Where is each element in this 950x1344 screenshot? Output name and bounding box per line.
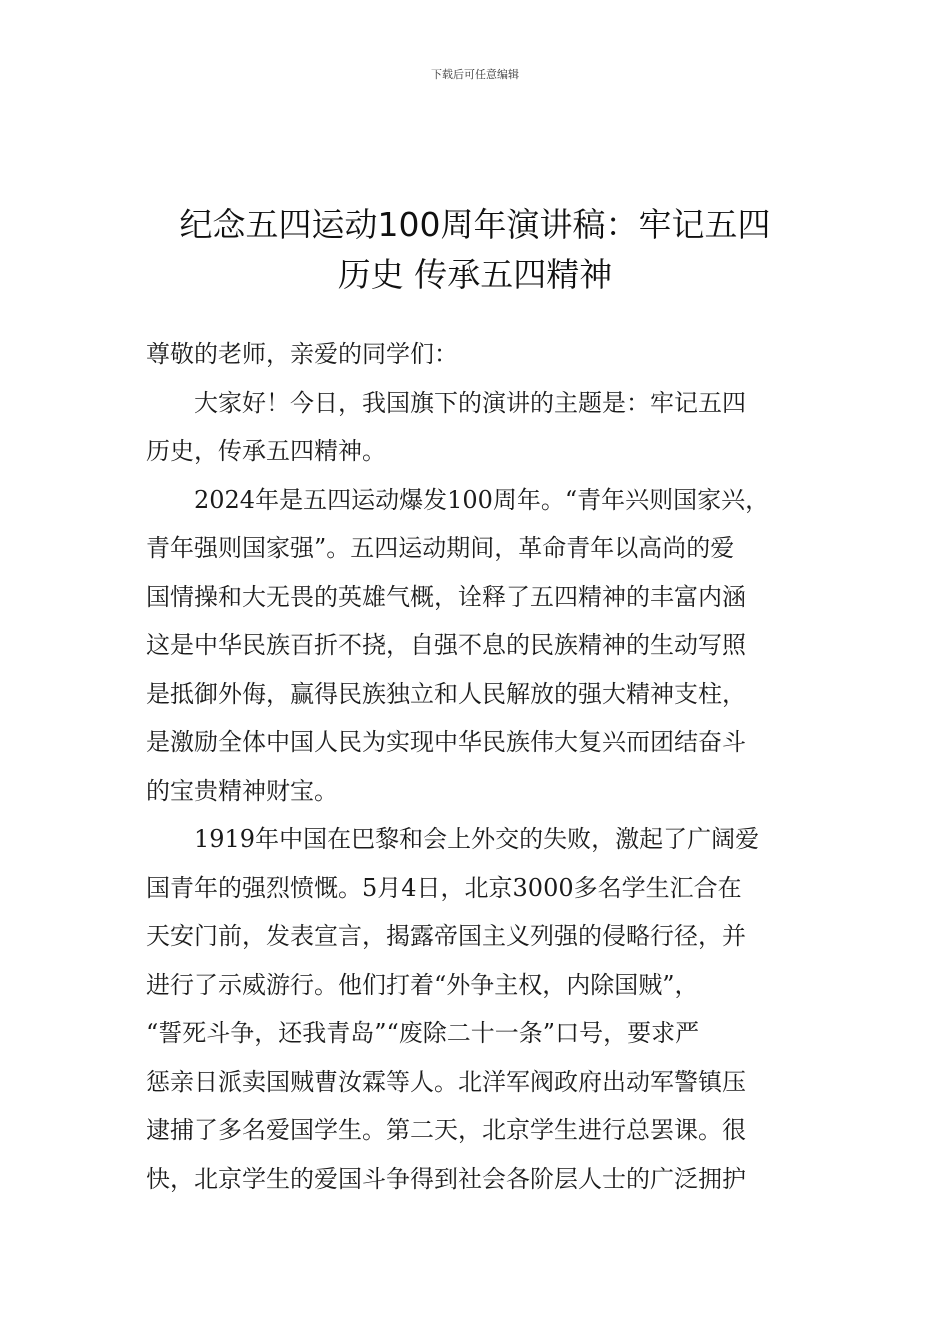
paragraph-line: 的宝贵精神财宝。 (146, 776, 338, 805)
title-line-2: 历史 传承五四精神 (337, 255, 613, 295)
paragraph-line: 逮捕了多名爱国学生。第二天，北京学生进行总罢课。很 (146, 1116, 746, 1144)
header-note: 下载后可任意编辑 (431, 68, 519, 81)
history-paragraph (146, 815, 814, 1203)
paragraph-line: 尊敬的老师，亲爱的同学们： (146, 340, 458, 368)
document-body (146, 330, 814, 1203)
paragraph-line: 惩亲日派卖国贼曹汝霖等人。北洋军阀政府出动军警镇压 (146, 1067, 746, 1096)
paragraph-line: 青年强则国家强”。五四运动期间，革命青年以高尚的爱 (146, 534, 735, 562)
paragraph-line: 快，北京学生的爱国斗争得到社会各阶层人士的广泛拥护 (146, 1164, 746, 1193)
salutation-paragraph (146, 330, 814, 379)
paragraph-line: 1919年中国在巴黎和会上外交的失败，激起了广阔爱 (194, 825, 760, 853)
paragraph-line: “誓死斗争，还我青岛”“废除二十一条”口号，要求严 (146, 1019, 700, 1047)
paragraph-line: 历史，传承五四精神。 (146, 437, 386, 465)
paragraph-line: 是激励全体中国人民为实现中华民族伟大复兴而团结奋斗 (146, 728, 746, 756)
paragraph-line: 国情操和大无畏的英雄气概，诠释了五四精神的丰富内涵 (146, 582, 746, 611)
greeting-paragraph (146, 379, 814, 476)
paragraph-line: 进行了示威游行。他们打着“外争主权，内除国贼”， (146, 970, 699, 999)
paragraph-line: 这是中华民族百折不挠，自强不息的民族精神的生动写照 (146, 631, 746, 659)
paragraph-line: 大家好！今日，我国旗下的演讲的主题是：牢记五四 (194, 388, 746, 417)
paragraph-line: 天安门前，发表宣言，揭露帝国主义列强的侵略行径，并 (146, 922, 746, 950)
document-title (120, 200, 830, 300)
paragraph-line: 国青年的强烈愤慨。5月4日，北京3000多名学生汇合在 (146, 873, 742, 902)
anniversary-paragraph (146, 476, 814, 816)
title-line-1: 纪念五四运动100周年演讲稿：牢记五四 (179, 205, 771, 245)
paragraph-line: 是抵御外侮，赢得民族独立和人民解放的强大精神支柱， (146, 679, 746, 708)
paragraph-line: 2024年是五四运动爆发100周年。“青年兴则国家兴， (194, 485, 770, 514)
